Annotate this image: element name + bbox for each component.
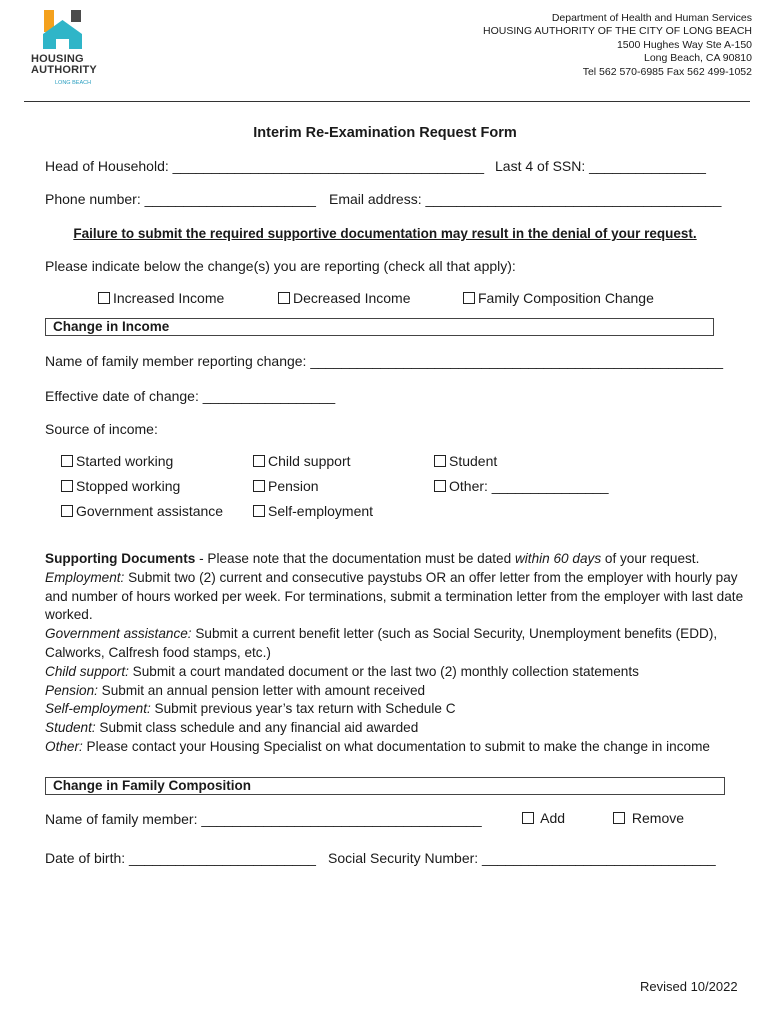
house-logo-icon — [28, 8, 100, 90]
child-support-doc — [45, 663, 745, 682]
header-agency: HOUSING AUTHORITY OF THE CITY OF LONG BEACH — [483, 25, 752, 38]
change-type-decreased[interactable] — [278, 290, 411, 306]
form-title: Interim Re-Examination Request Form — [253, 125, 517, 141]
logo-line-2: AUTHORITY — [31, 64, 97, 76]
family-section-header — [45, 777, 725, 795]
supporting-documents — [45, 550, 745, 757]
student-doc — [45, 719, 745, 738]
started-working-label: Started working — [76, 453, 174, 469]
source-other[interactable] — [434, 478, 609, 494]
agency-header — [483, 12, 752, 79]
header-dept: Department of Health and Human Services — [551, 12, 752, 24]
logo-sub: LONG BEACH — [55, 80, 92, 86]
increased-income-checkbox[interactable] — [98, 292, 110, 304]
add-label: Add — [540, 810, 566, 826]
government-assistance-checkbox[interactable] — [61, 505, 73, 517]
source-pension[interactable] — [253, 478, 319, 494]
other-doc-text: Please contact your Housing Specialist on what documentation to submit to make the change in income — [82, 738, 710, 754]
header-phone: Tel 562 570-6985 Fax 562 499-1052 — [582, 65, 752, 78]
remove-label: Remove — [631, 810, 685, 826]
employment-doc-text: Submit two (2) current and consecutive paystubs OR an offer letter from the employer with hourly pay and number of hours worked per week. For terminations, submit a termination letter from the employer with last date worked. — [45, 569, 744, 623]
employment-doc-label: Employment: — [45, 569, 125, 585]
supporting-intro-a: - Please note that the documentation must be dated — [195, 551, 515, 566]
other-checkbox[interactable] — [434, 480, 446, 492]
source-government-assistance[interactable] — [61, 503, 223, 519]
reporting-member-field[interactable]: Name of family member reporting change: _____________________________________________________ — [45, 353, 724, 369]
student-doc-label: Student: — [45, 720, 96, 736]
child-support-label: Child support — [268, 453, 351, 469]
government-doc — [45, 625, 745, 663]
social-security-number-field[interactable]: Social Security Number: ______________________________ — [328, 850, 716, 866]
student-doc-text: Submit class schedule and any financial aid awarded — [95, 720, 419, 736]
other-label: Other: _______________ — [449, 478, 609, 494]
other-doc-label: Other: — [45, 738, 83, 754]
supporting-intro-b: of your request. — [601, 551, 700, 566]
pension-checkbox[interactable] — [253, 480, 265, 492]
self-employment-doc-label: Self-employment: — [45, 701, 151, 717]
change-type-family[interactable] — [463, 290, 654, 306]
add-member-option[interactable] — [522, 810, 565, 826]
housing-authority-logo — [28, 8, 100, 90]
supporting-intro — [45, 550, 745, 569]
stopped-working-checkbox[interactable] — [61, 480, 73, 492]
employment-doc — [45, 569, 745, 625]
source-started-working[interactable] — [61, 453, 173, 469]
student-label: Student — [449, 453, 498, 469]
supporting-heading: Supporting Documents — [45, 551, 196, 566]
income-section-header — [45, 318, 714, 336]
decreased-income-label: Decreased Income — [293, 290, 411, 306]
increased-income-label: Increased Income — [113, 290, 225, 306]
source-self-employment[interactable] — [253, 503, 373, 519]
add-checkbox[interactable] — [522, 812, 534, 824]
family-composition-checkbox[interactable] — [463, 292, 475, 304]
other-doc — [45, 738, 745, 757]
supporting-intro-emphasis: within 60 days — [514, 551, 602, 566]
pension-doc-label: Pension: — [45, 682, 98, 698]
source-child-support[interactable] — [253, 453, 351, 469]
logo-line-1: HOUSING — [31, 53, 84, 65]
decreased-income-checkbox[interactable] — [278, 292, 290, 304]
documentation-warning: Failure to submit the required supportive documentation may result in the denial of your request. — [73, 226, 697, 241]
government-doc-label: Government assistance: — [45, 626, 192, 642]
source-stopped-working[interactable] — [61, 478, 180, 494]
family-section-heading: Change in Family Composition — [53, 778, 252, 793]
change-type-increased[interactable] — [98, 290, 224, 306]
student-checkbox[interactable] — [434, 455, 446, 467]
source-of-income-label: Source of income: — [45, 421, 158, 437]
phone-field[interactable]: Phone number: ______________________ — [45, 191, 316, 207]
government-doc-text: Submit a current benefit letter (such as Social Security, Unemployment benefits (EDD), Calworks, Calfresh food stamps, etc.) — [45, 626, 718, 660]
source-student[interactable] — [434, 453, 497, 469]
stopped-working-label: Stopped working — [76, 478, 181, 494]
self-employment-checkbox[interactable] — [253, 505, 265, 517]
child-support-doc-label: Child support: — [45, 663, 129, 679]
header-street: 1500 Hughes Way Ste A-150 — [616, 38, 752, 51]
family-member-name-field[interactable]: Name of family member: ____________________________________ — [45, 811, 482, 827]
indicate-instructions: Please indicate below the change(s) you are reporting (check all that apply): — [45, 258, 516, 274]
pension-doc-text: Submit an annual pension letter with amount received — [97, 682, 426, 698]
revision-date: Revised 10/2022 — [640, 979, 738, 994]
self-employment-doc — [45, 700, 745, 719]
head-of-household-field[interactable]: Head of Household: ________________________________________ — [45, 158, 485, 174]
child-support-doc-text: Submit a court mandated document or the last two (2) monthly collection statements — [128, 663, 639, 679]
header-city: Long Beach, CA 90810 — [643, 52, 752, 65]
self-employment-label: Self-employment — [268, 503, 374, 519]
income-section-heading: Change in Income — [53, 319, 170, 334]
family-composition-label: Family Composition Change — [478, 290, 654, 306]
email-field[interactable]: Email address: ______________________________________ — [329, 191, 722, 207]
government-assistance-label: Government assistance — [76, 503, 224, 519]
pension-label: Pension — [268, 478, 319, 494]
started-working-checkbox[interactable] — [61, 455, 73, 467]
pension-doc — [45, 682, 745, 701]
remove-member-option[interactable] — [613, 810, 684, 826]
ssn-field[interactable]: Last 4 of SSN: _______________ — [495, 158, 706, 174]
effective-date-field[interactable]: Effective date of change: _________________ — [45, 388, 336, 404]
date-of-birth-field[interactable]: Date of birth: ________________________ — [45, 850, 316, 866]
remove-checkbox[interactable] — [613, 812, 625, 824]
header-divider — [24, 101, 750, 102]
child-support-checkbox[interactable] — [253, 455, 265, 467]
self-employment-doc-text: Submit previous year’s tax return with Schedule C — [150, 701, 456, 717]
